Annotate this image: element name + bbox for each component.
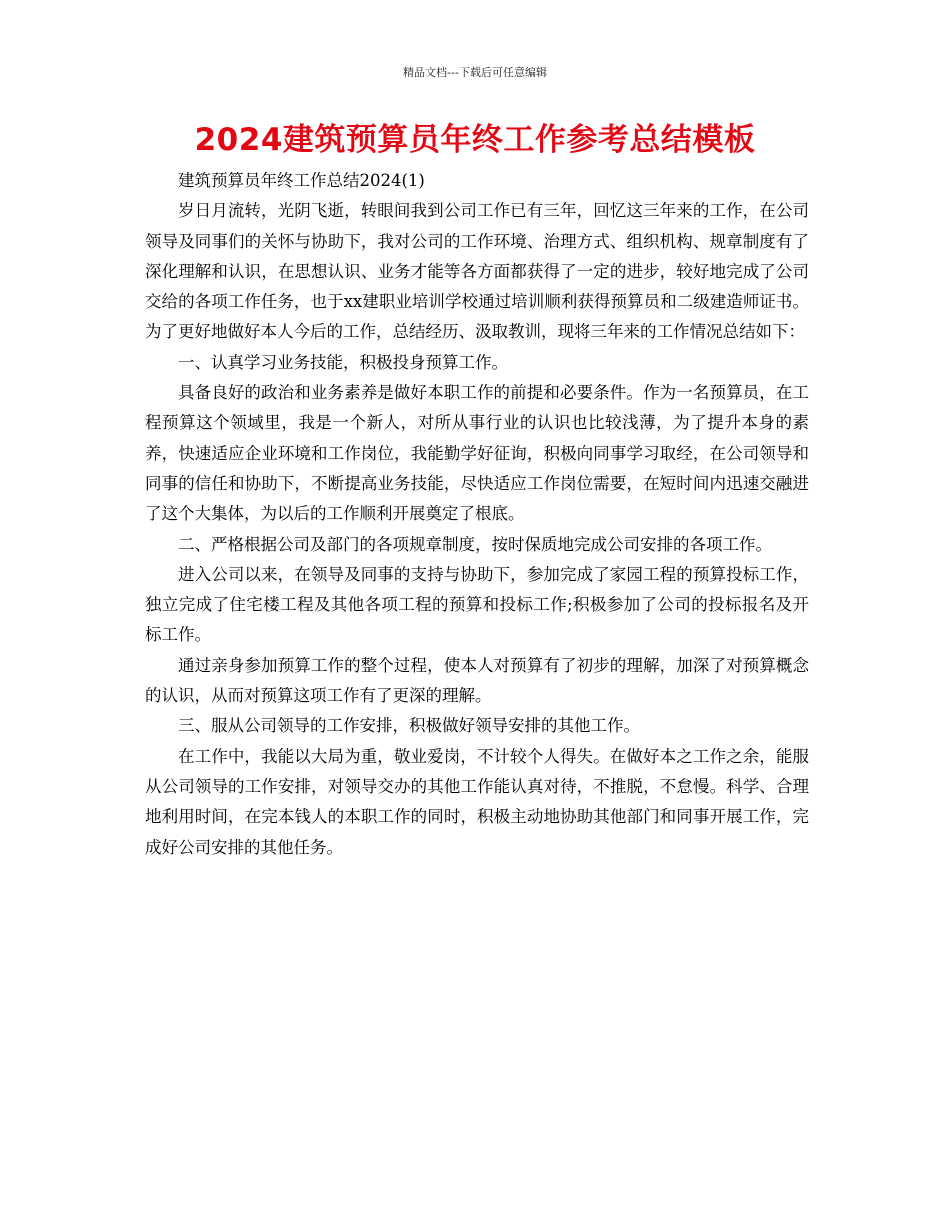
document-body: [145, 166, 809, 863]
body-paragraph: 在工作中，我能以大局为重，敬业爱岗，不计较个人得失。在做好本之工作之余，能服从公司领导的工作安排，对领导交办的其他工作能认真对待，不推脱，不怠慢。科学、合理地利用时间，在完本钱人的本职工作的同时，积极主动地协助其他部门和同事开展工作，完成好公司安排的其他任务。: [145, 746, 809, 857]
body-paragraph: 进入公司以来，在领导及同事的支持与协助下，参加完成了家园工程的预算投标工作，独立完成了住宅楼工程及其他各项工程的预算和投标工作;积极参加了公司的投标报名及开标工作。: [145, 564, 809, 645]
body-paragraph: 通过亲身参加预算工作的整个过程，使本人对预算有了初步的理解，加深了对预算概念的认识，从而对预算这项工作有了更深的理解。: [145, 655, 809, 706]
section-heading-3: 三、服从公司领导的工作安排，积极做好领导安排的其他工作。: [178, 716, 640, 736]
subtitle-paragraph: 建筑预算员年终工作总结2024(1): [178, 171, 425, 190]
intro-paragraph: 岁日月流转，光阴飞逝，转眼间我到公司工作已有三年，回忆这三年来的工作，在公司领导及同事们的关怀与协助下，我对公司的工作环境、治理方式、组织机构、规章制度有了深化理解和认识，在思想认识、业务才能等各方面都获得了一定的进步，较好地完成了公司交给的各项工作任务，也于xx建职业培训学校通过培训顺利获得预算员和二级建造师证书。为了更好地做好本人今后的工作，总结经历、汲取教训，现将三年来的工作情况总结如下：: [145, 201, 809, 342]
document-title: 2024建筑预算员年终工作参考总结模板: [194, 122, 756, 158]
page-header: 精品文档---下载后可任意编辑: [403, 66, 547, 79]
body-paragraph: 具备良好的政治和业务素养是做好本职工作的前提和必要条件。作为一名预算员，在工程预算这个领域里，我是一个新人，对所从事行业的认识也比较浅薄，为了提升本身的素养，快速适应企业环境和工作岗位，我能勤学好征询，积极向同事学习取经，在公司领导和同事的信任和协助下，不断提高业务技能，尽快适应工作岗位需要，在短时间内迅速交融进了这个大集体，为以后的工作顺利开展奠定了根底。: [145, 383, 809, 524]
section-heading-2: 二、严格根据公司及部门的各项规章制度，按时保质地完成公司安排的各项工作。: [178, 534, 772, 554]
section-heading-1: 一、认真学习业务技能，积极投身预算工作。: [178, 352, 508, 372]
